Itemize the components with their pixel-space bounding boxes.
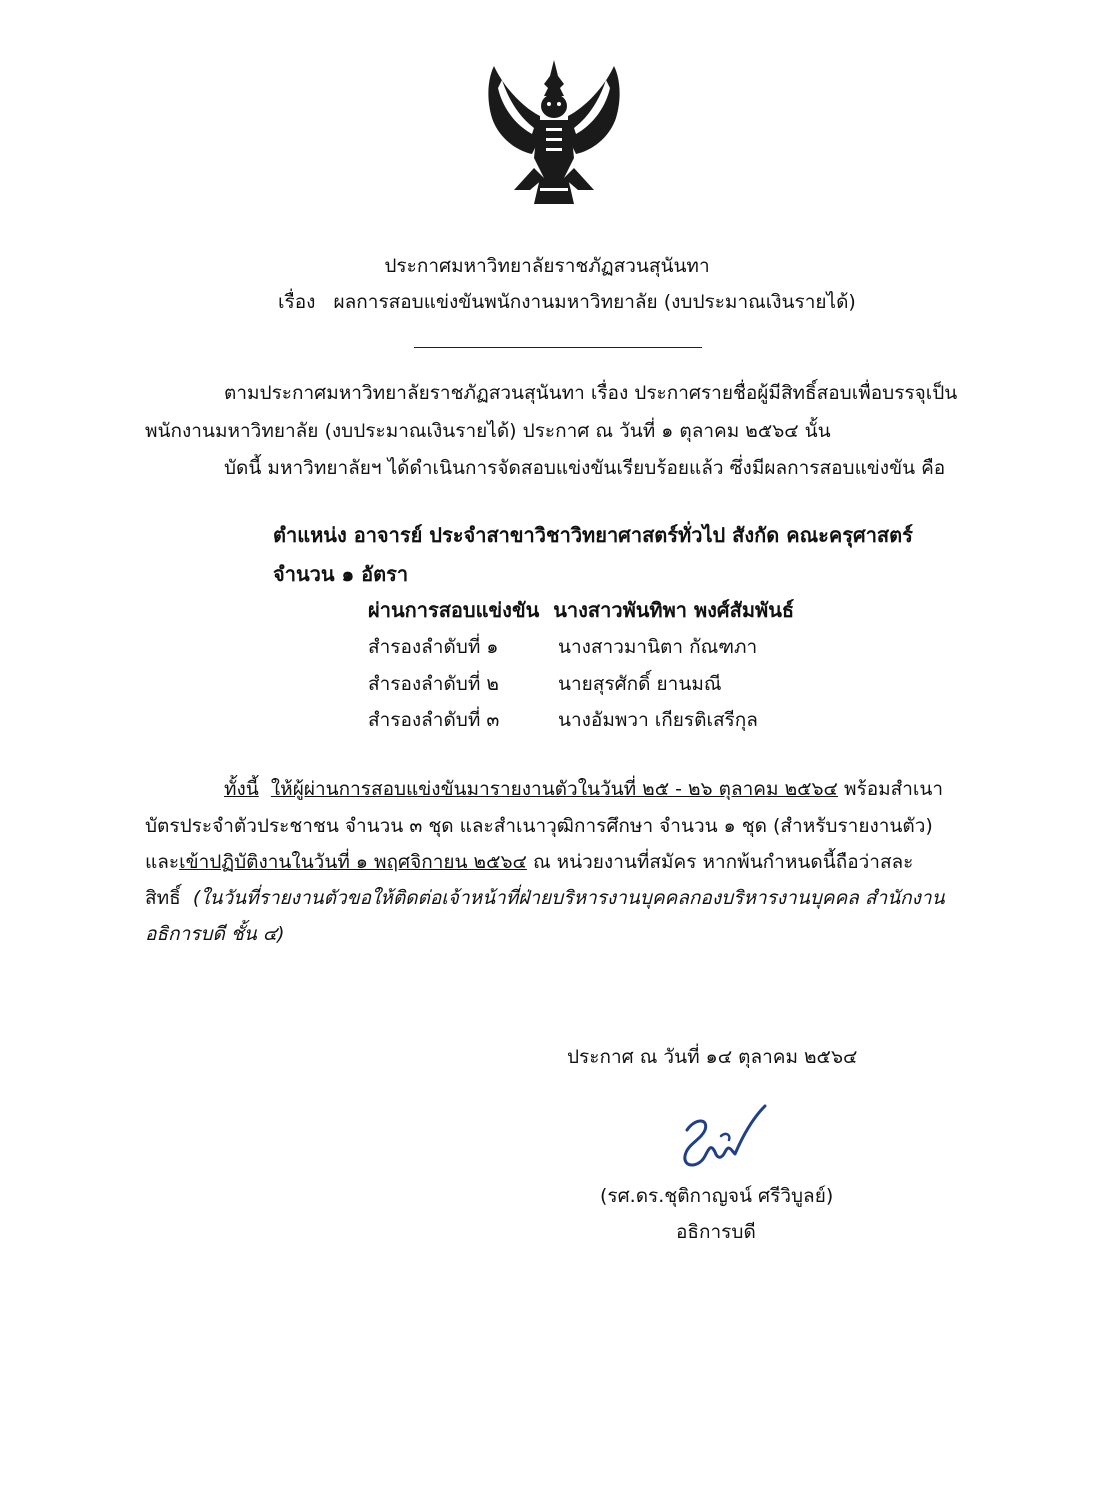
intro-line-1: ตามประกาศมหาวิทยาลัยราชภัฏสวนสุนันทา เรื่อง ประกาศรายชื่อผู้มีสิทธิ์สอบเพื่อบรรจุเป็น <box>224 382 958 404</box>
reserve-rank-1: สำรองลำดับที่ ๑ <box>368 636 499 658</box>
instruction-line-1 <box>224 776 943 802</box>
contact-note: (ในวันที่รายงานตัวขอให้ติดต่อเจ้าหน้าที่ฝ่ายบริหารงานบุคคลกองบริหารงานบุคคล สำนักงาน <box>192 887 945 909</box>
passed-label: ผ่านการสอบแข่งขัน <box>368 598 540 622</box>
signature-icon <box>665 1100 775 1180</box>
instruction-and: และ <box>145 851 180 873</box>
start-work-date: เข้าปฏิบัติงานในวันที่ ๑ พฤศจิกายน ๒๕๖๔ <box>179 851 527 873</box>
announce-date: ประกาศ ณ วันที่ ๑๔ ตุลาคม ๒๕๖๔ <box>567 1046 858 1068</box>
reserve-name-1: นางสาวมานิตา กัณฑภา <box>558 636 758 658</box>
passed-name: นางสาวพันทิพา พงศ์สัมพันธ์ <box>553 598 795 622</box>
announcement-title: ประกาศมหาวิทยาลัยราชภัฏสวนสุนันทา <box>384 255 710 277</box>
instruction-line-5: อธิการบดี ชั้น ๔) <box>145 923 285 945</box>
instruction-line-4 <box>145 885 945 911</box>
subject-text: ผลการสอบแข่งขันพนักงานมหาวิทยาลัย (งบประมาณเงินรายได้) <box>333 291 856 313</box>
reserve-name-3: นางอัมพวา เกียรติเสรีกุล <box>558 709 758 731</box>
report-date-text: ให้ผู้ผ่านการสอบแข่งขันมารายงานตัวในวันที่ ๒๕ - ๒๖ ตุลาคม ๒๕๖๔ <box>270 778 838 800</box>
subject-label: เรื่อง <box>278 291 316 313</box>
intro-line-3: บัดนี้ มหาวิทยาลัยฯ ได้ดำเนินการจัดสอบแข่งขันเรียบร้อยแล้ว ซึ่งมีผลการสอบแข่งขัน คือ <box>224 457 946 479</box>
instruction-rights: สิทธิ์ <box>145 887 181 909</box>
instruction-copy-text: พร้อมสำเนา <box>843 778 944 800</box>
subject-line <box>278 289 856 315</box>
title-divider <box>414 347 702 348</box>
instruction-emphasis-1: ทั้งนี้ <box>224 778 259 800</box>
intro-line-2: พนักงานมหาวิทยาลัย (งบประมาณเงินรายได้) ประกาศ ณ วันที่ ๑ ตุลาคม ๒๕๖๔ นั้น <box>145 420 831 442</box>
reserve-name-2: นายสุรศักดิ์ ยานมณี <box>558 673 722 695</box>
signatory-title: อธิการบดี <box>676 1221 756 1243</box>
position-line-1: ตำแหน่ง อาจารย์ ประจำสาขาวิชาวิทยาศาสตร์ทั่วไป สังกัด คณะครุศาสตร์ <box>273 523 913 547</box>
instruction-line-3 <box>145 849 913 875</box>
signatory-name: (รศ.ดร.ชุติกาญจน์ ศรีวิบูลย์) <box>600 1185 834 1207</box>
instruction-deadline: ณ หน่วยงานที่สมัคร หากพ้นกำหนดนี้ถือว่าสละ <box>532 851 914 873</box>
passed-candidate <box>368 597 794 623</box>
position-line-2: จำนวน ๑ อัตรา <box>273 562 409 586</box>
instruction-line-2: บัตรประจำตัวประชาชน จำนวน ๓ ชุด และสำเนาวุฒิการศึกษา จำนวน ๑ ชุด (สำหรับรายงานตัว) <box>145 815 933 837</box>
reserve-rank-3: สำรองลำดับที่ ๓ <box>368 709 500 731</box>
garuda-emblem-icon <box>474 58 634 208</box>
reserve-rank-2: สำรองลำดับที่ ๒ <box>368 673 499 695</box>
